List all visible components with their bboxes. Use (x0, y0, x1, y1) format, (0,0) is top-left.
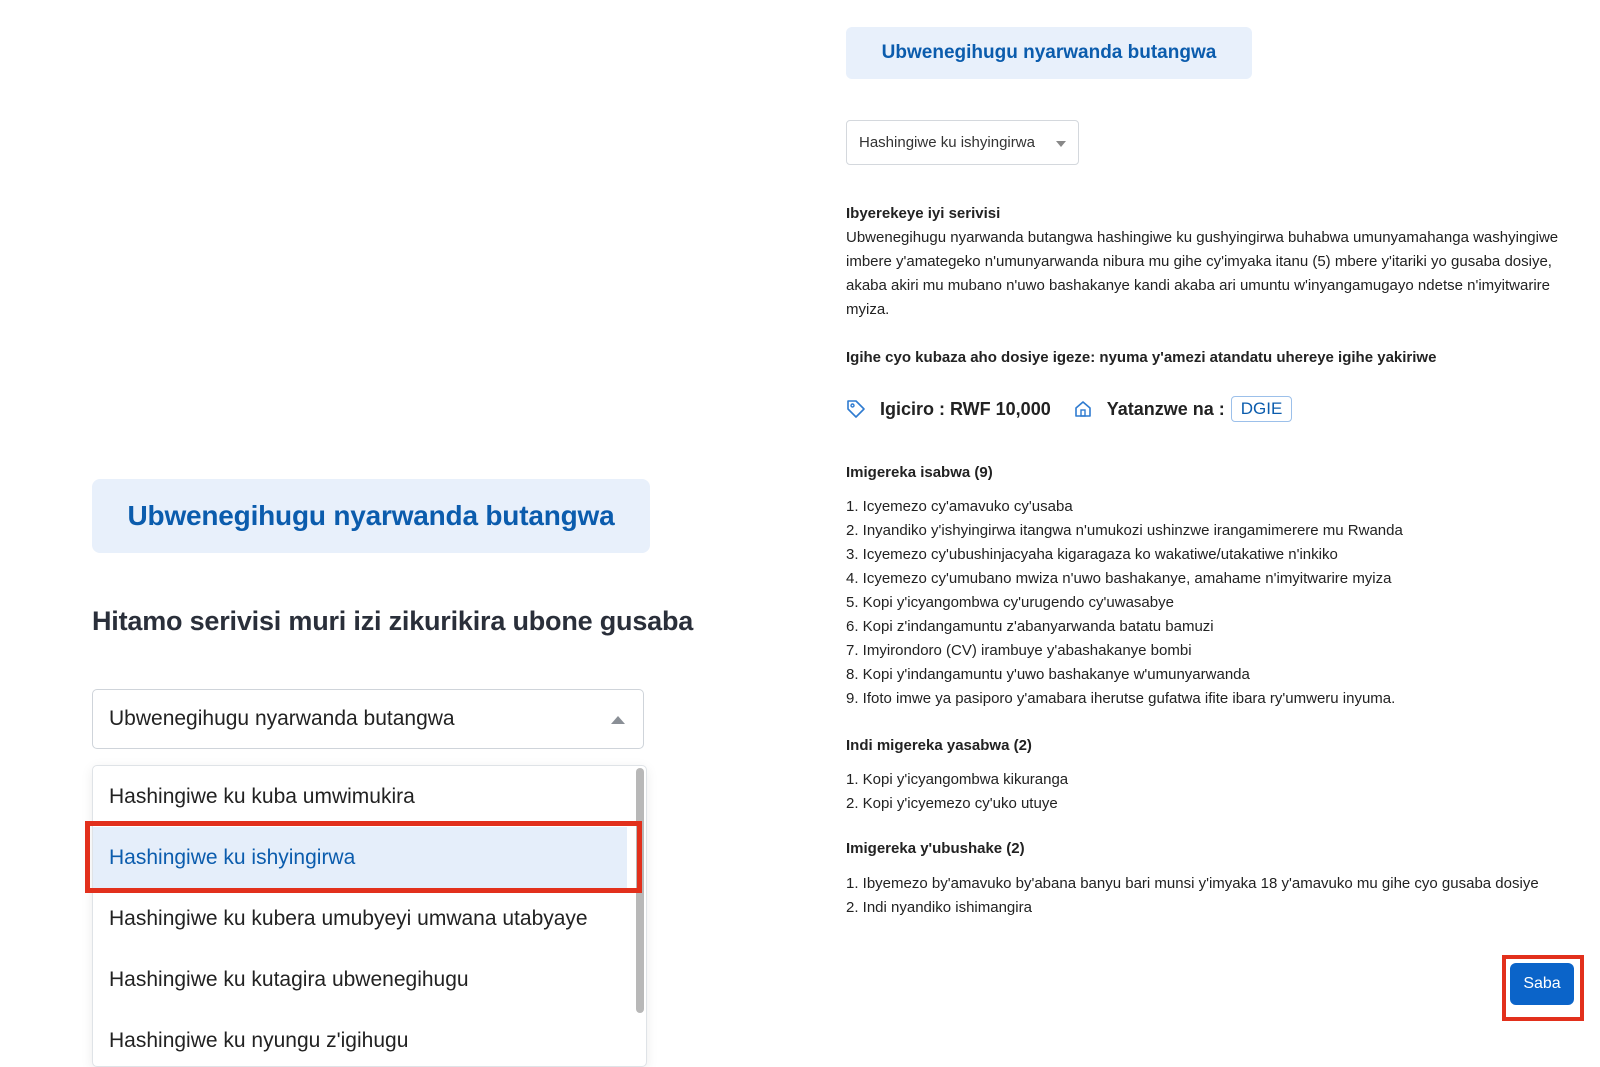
dropdown-option[interactable]: Hashingiwe ku nyungu z'igihugu (109, 1029, 409, 1052)
service-select-value: Ubwenegihugu nyarwanda butangwa (109, 707, 455, 730)
subservice-select[interactable] (846, 120, 1079, 165)
price-row (846, 394, 1292, 424)
right-title-card (846, 27, 1252, 79)
price-label: Igiciro : RWF 10,000 (880, 398, 1051, 419)
optional-title: Imigereka y'ubushake (2) (846, 840, 1025, 857)
list-item: 3. Icyemezo cy'ubushinjacyaha kigaragaza ko wakatiwe/utakatiwe n'inkiko (846, 546, 1338, 563)
list-item: 9. Ifoto imwe ya pasiporo y'amabara iherutse gufatwa ifite ibara ry'umweru inyuma. (846, 690, 1396, 707)
about-section (846, 202, 1571, 322)
about-text: Ubwenegihugu nyarwanda butangwa hashingiwe ku gushyingirwa buhabwa umunyamahanga washyingiwe imbere y'amategeko n'umunyarwanda nibura mu gihe cy'imyaka itanu (5) mbere y'itariki yo gusaba dosiye, akaba akiri mu mubano n'uwo bashakanye kandi akaba ari umuntu w'inyangamugayo ndetse n'imyitwarire myiza. (846, 229, 1559, 318)
optional-list (846, 872, 1546, 920)
list-item: 7. Imyirondoro (CV) irambuye y'abashakanye bombi (846, 642, 1192, 659)
service-heading: Hitamo serivisi muri izi zikurikira ubone gusaba (92, 606, 694, 636)
dropdown-option[interactable]: Hashingiwe ku kuba umwimukira (109, 785, 415, 808)
dropdown-option[interactable]: Hashingiwe ku kubera umubyeyi umwana utabyaye (109, 907, 588, 930)
dropdown-scrollbar[interactable] (636, 768, 644, 1013)
list-item: 2. Kopi y'icyemezo cy'uko utuye (846, 795, 1058, 812)
dropdown-option-selected[interactable]: Hashingiwe ku ishyingirwa (93, 827, 627, 889)
home-icon (1073, 399, 1093, 419)
list-item: 6. Kopi z'indangamuntu z'abanyarwanda batatu bamuzi (846, 618, 1214, 635)
subservice-select-value: Hashingiwe ku ishyingirwa (859, 134, 1035, 151)
submit-button[interactable]: Saba (1510, 963, 1574, 1005)
left-title-card (92, 479, 650, 553)
service-select[interactable] (92, 689, 644, 749)
caret-down-icon (1056, 141, 1066, 147)
list-item: 1. Kopi y'icyangombwa kikuranga (846, 771, 1069, 788)
list-item: 5. Kopi y'icyangombwa cy'urugendo cy'uwasabye (846, 594, 1174, 611)
other-list (846, 768, 1546, 816)
list-item: 8. Kopi y'indangamuntu y'uwo bashakanye w'umunyarwanda (846, 666, 1250, 683)
required-title: Imigereka isabwa (9) (846, 464, 993, 481)
price-tag-icon (846, 399, 866, 419)
required-list (846, 495, 1546, 711)
about-label: Ibyerekeye iyi serivisi (846, 205, 1001, 222)
list-item: 2. Inyandiko y'ishyingirwa itangwa n'umukozi ushinzwe irangamimerere mu Rwanda (846, 522, 1403, 539)
list-item: 4. Icyemezo cy'umubano mwiza n'uwo bashakanye, amahame n'imyitwarire myiza (846, 570, 1392, 587)
dropdown-option[interactable]: Hashingiwe ku kutagira ubwenegihugu (109, 968, 469, 991)
list-item: 1. Ibyemezo by'amavuko by'abana banyu bari munsi y'imyaka 18 y'amavuko mu gihe cyo gusaba dosiye (846, 875, 1539, 892)
timing-text: Igihe cyo kubaza aho dosiye igeze: nyuma y'amezi atandatu uhereye igihe yakiriwe (846, 349, 1437, 366)
list-item: 2. Indi nyandiko ishimangira (846, 899, 1032, 916)
service-dropdown-list[interactable] (92, 765, 647, 1067)
left-title: Ubwenegihugu nyarwanda butangwa (127, 500, 615, 531)
provider-label: Yatanzwe na : (1106, 398, 1225, 419)
other-title: Indi migereka yasabwa (2) (846, 737, 1032, 754)
list-item: 1. Icyemezo cy'amavuko cy'usaba (846, 498, 1073, 515)
caret-up-icon (611, 716, 625, 724)
right-title: Ubwenegihugu nyarwanda butangwa (881, 42, 1217, 63)
provider-badge: DGIE (1231, 396, 1293, 422)
timing-section (846, 346, 1571, 370)
